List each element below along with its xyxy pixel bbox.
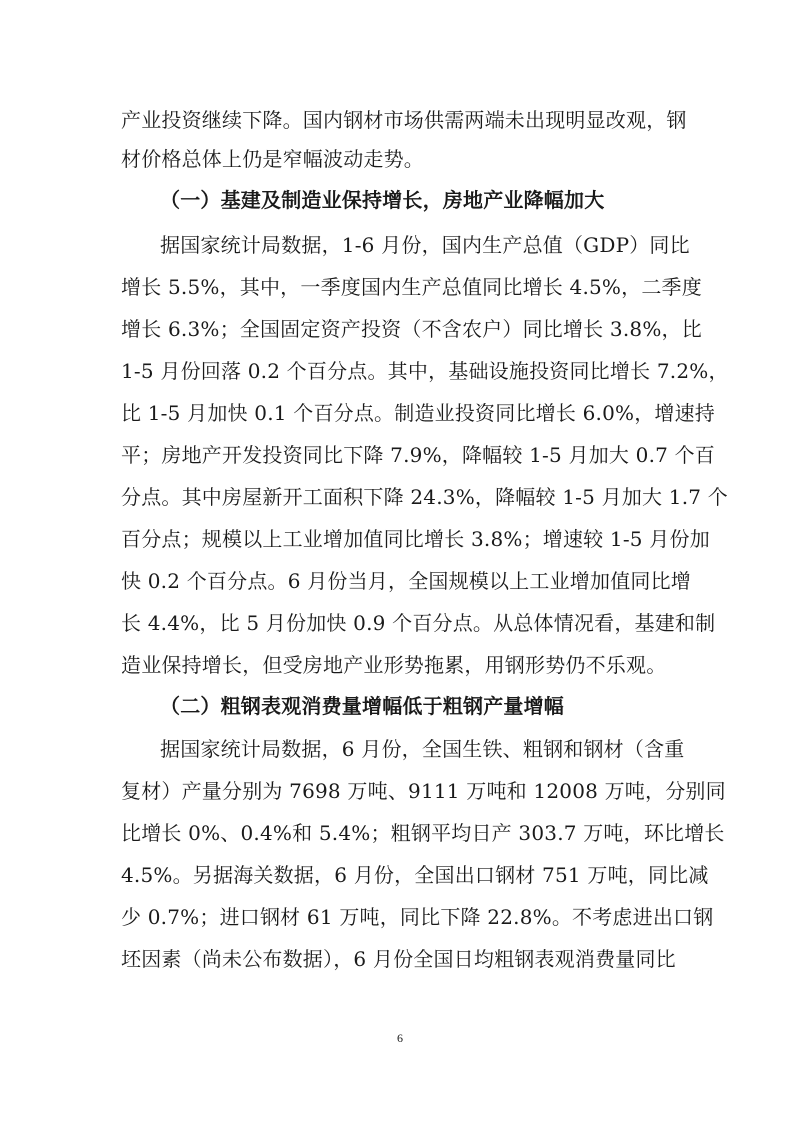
body-text-line: 比增长 0%、0.4%和 5.4%；粗钢平均日产 303.7 万吨，环比增长 xyxy=(121,821,725,845)
body-text-line: 增长 6.3%；全国固定资产投资（不含农户）同比增长 3.8%，比 xyxy=(121,317,702,341)
body-text-line: 坯因素（尚未公布数据），6 月份全国日均粗钢表观消费量同比 xyxy=(121,947,676,971)
body-text-line: 比 1-5 月加快 0.1 个百分点。制造业投资同比增长 6.0%，增速持 xyxy=(121,401,716,425)
body-text-line: 分点。其中房屋新开工面积下降 24.3%，降幅较 1-5 月加大 1.7 个 xyxy=(121,485,728,509)
body-text-line: 材价格总体上仍是窄幅波动走势。 xyxy=(121,147,424,171)
body-text-line: 复材）产量分别为 7698 万吨、9111 万吨和 12008 万吨，分别同 xyxy=(121,779,726,803)
page-number: 6 xyxy=(397,1031,403,1045)
body-text-line: 产业投资继续下降。国内钢材市场供需两端未出现明显改观，钢 xyxy=(121,108,687,132)
body-text-line: 4.5%。另据海关数据，6 月份，全国出口钢材 751 万吨，同比减 xyxy=(121,863,709,887)
body-text-line: 长 4.4%，比 5 月份加快 0.9 个百分点。从总体情况看，基建和制 xyxy=(121,611,716,635)
body-text-line: 据国家统计局数据，6 月份，全国生铁、粗钢和钢材（含重 xyxy=(160,737,685,761)
section-heading-2: （二）粗钢表观消费量增幅低于粗钢产量增幅 xyxy=(160,694,564,718)
body-text-line: 据国家统计局数据，1-6 月份，国内生产总值（GDP）同比 xyxy=(160,233,690,257)
body-text-line: 快 0.2 个百分点。6 月份当月，全国规模以上工业增加值同比增 xyxy=(121,569,692,593)
body-text-line: 百分点；规模以上工业增加值同比增长 3.8%；增速较 1-5 月份加 xyxy=(121,527,710,551)
body-text-line: 1-5 月份回落 0.2 个百分点。其中，基础设施投资同比增长 7.2%， xyxy=(121,359,729,383)
body-text-line: 造业保持增长，但受房地产业形势拖累，用钢形势仍不乐观。 xyxy=(121,653,667,677)
body-text-line: 平；房地产开发投资同比下降 7.9%，降幅较 1-5 月加大 0.7 个百 xyxy=(121,443,716,467)
body-text-line: 少 0.7%；进口钢材 61 万吨，同比下降 22.8%。不考虑进出口钢 xyxy=(121,905,714,929)
section-heading-1: （一）基建及制造业保持增长，房地产业降幅加大 xyxy=(160,188,605,212)
body-text-line: 增长 5.5%，其中，一季度国内生产总值同比增长 4.5%，二季度 xyxy=(121,275,702,299)
